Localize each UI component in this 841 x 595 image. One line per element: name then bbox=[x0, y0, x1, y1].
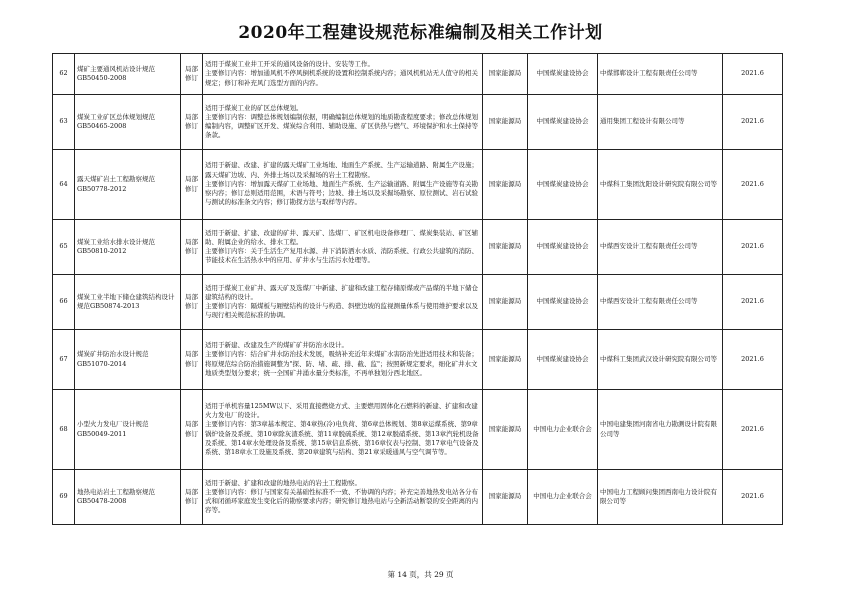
competent-department: 国家能源局 bbox=[483, 470, 528, 525]
editing-association: 中国煤炭建设协会 bbox=[528, 95, 598, 150]
chief-editor-organization: 通用集团工程设计有限公司等 bbox=[598, 95, 723, 150]
editing-association: 中国煤炭建设协会 bbox=[528, 220, 598, 275]
row-number: 68 bbox=[53, 390, 75, 470]
table-row bbox=[53, 220, 783, 275]
completion-date: 2021.6 bbox=[723, 470, 783, 525]
standard-name: 煤炭工业给水排水设计规范GB50810-2012 bbox=[75, 220, 181, 275]
row-number: 62 bbox=[53, 54, 75, 95]
row-number: 66 bbox=[53, 275, 75, 330]
table-row bbox=[53, 95, 783, 150]
revision-type: 局部修订 bbox=[181, 390, 203, 470]
competent-department: 国家能源局 bbox=[483, 95, 528, 150]
chief-editor-organization: 中煤邯郸设计工程有限责任公司等 bbox=[598, 54, 723, 95]
standard-name: 煤炭工业矿区总体规划规范GB50465-2008 bbox=[75, 95, 181, 150]
standard-name: 煤炭工业半地下储仓建筑结构设计规范GB50874-2013 bbox=[75, 275, 181, 330]
table-row bbox=[53, 275, 783, 330]
table-row bbox=[53, 330, 783, 390]
editing-association: 中国煤炭建设协会 bbox=[528, 54, 598, 95]
completion-date: 2021.6 bbox=[723, 330, 783, 390]
competent-department: 国家能源局 bbox=[483, 330, 528, 390]
revision-type: 局部修订 bbox=[181, 470, 203, 525]
table-row bbox=[53, 150, 783, 220]
page-footer: 第 14 页，共 29 页 bbox=[387, 570, 454, 579]
table-body bbox=[53, 54, 783, 525]
completion-date: 2021.6 bbox=[723, 54, 783, 95]
page-title: 2020年工程建设规范标准编制及相关工作计划 bbox=[238, 23, 603, 43]
revision-content: 适用于煤炭工业矿井、露天矿及选煤厂中新建、扩建和改建工程存储原煤或产品煤的半地下储仓建筑结构的设计。 主要修订内容：隔煤板与厢壁结构的设计与构造、斜壁边坡的监视测量体系与使用维护要求以及与现行相关规范标准的协调。 bbox=[203, 275, 483, 330]
row-number: 69 bbox=[53, 470, 75, 525]
editing-association: 中国电力企业联合会 bbox=[528, 470, 598, 525]
revision-type: 局部修订 bbox=[181, 275, 203, 330]
competent-department: 国家能源局 bbox=[483, 220, 528, 275]
editing-association: 中国煤炭建设协会 bbox=[528, 330, 598, 390]
chief-editor-organization: 中煤科工集团武汉设计研究院有限公司等 bbox=[598, 330, 723, 390]
competent-department: 国家能源局 bbox=[483, 390, 528, 470]
chief-editor-organization: 中国电力工程顾问集团西南电力设计院有限公司等 bbox=[598, 470, 723, 525]
chief-editor-organization: 中煤科工集团沈阳设计研究院有限公司等 bbox=[598, 150, 723, 220]
revision-type: 局部修订 bbox=[181, 330, 203, 390]
competent-department: 国家能源局 bbox=[483, 275, 528, 330]
completion-date: 2021.6 bbox=[723, 150, 783, 220]
chief-editor-organization: 中煤西安设计工程有限责任公司等 bbox=[598, 220, 723, 275]
revision-type: 局部修订 bbox=[181, 54, 203, 95]
competent-department: 国家能源局 bbox=[483, 54, 528, 95]
revision-content: 适用于单机容量125MW以下、采用直接燃烧方式、主要燃用固体化石燃料的新建、扩建和改建火力发电厂的设计。 主要修订内容：第3章基本规定、第4章热(冷)电负荷、第6章总体规划、第8章运煤系统、第9章锅炉设备及系统、第10章除灰渣系统、第11章脱硫系统、第12章脱硝系统、第13章汽轮机设备及系统、第14章水处理设备及系统、第15章信息系统、第16章仪表与控制、第17章电气设备及系统、第18章水工设施及系统、第20章建筑与结构、第21章采暖通风与空气调节等。 bbox=[203, 390, 483, 470]
table-row bbox=[53, 390, 783, 470]
revision-content: 适用于新建、扩建和改建的地热电站的岩土工程勘察。 主要修订内容：修订与国家有关基础性标准不一致、不协调的内容；补充完善地热发电站各分布式和闭循环家庭发生变化后的勘察要求内容；研究修订地热电站与全新活动断裂的安全距离的内容等。 bbox=[203, 470, 483, 525]
chief-editor-organization: 中煤西安设计工程有限责任公司等 bbox=[598, 275, 723, 330]
revision-type: 局部修订 bbox=[181, 220, 203, 275]
chief-editor-organization: 中国电建集团河南省电力勘测设计院有限公司等 bbox=[598, 390, 723, 470]
row-number: 67 bbox=[53, 330, 75, 390]
competent-department: 国家能源局 bbox=[483, 150, 528, 220]
standard-name: 煤炭矿井防治水设计规范GB51070-2014 bbox=[75, 330, 181, 390]
row-number: 65 bbox=[53, 220, 75, 275]
standard-name: 煤矿主要通风机站设计规范GB50450-2008 bbox=[75, 54, 181, 95]
table-row bbox=[53, 470, 783, 525]
revision-content: 适用于新建、扩建、改建的矿井、露天矿、选煤厂、矿区机电设备修理厂、煤炭集装站、矿区辅助、附属企业的给水、排水工程。 主要修订内容：关于生活生产复用水源、井下消防洒水水质、消防系统、行政公共建筑的消防、节能技术在生活热水中的应用、矿井水与生活污水处理等。 bbox=[203, 220, 483, 275]
row-number: 63 bbox=[53, 95, 75, 150]
editing-association: 中国煤炭建设协会 bbox=[528, 275, 598, 330]
editing-association: 中国煤炭建设协会 bbox=[528, 150, 598, 220]
standard-name: 露天煤矿岩土工程勘察规范GB50778-2012 bbox=[75, 150, 181, 220]
revision-content: 适用于新建、改建、扩建的露天煤矿工业场地、地面生产系统、生产运输道路、附属生产设施；露天煤矿边坡、内、外排土场以及采掘场的岩土工程勘察。 主要修订内容：增加露天煤矿工业场地、地面生产系统、生产运输道路、附属生产设施等有关勘察内容；修订总则适用范围，术语与符号；边坡、排土场以及采掘场勘察、原位测试、岩石试验与测试的标准条文内容；修订勘探方法与取样等内容。 bbox=[203, 150, 483, 220]
revision-type: 局部修订 bbox=[181, 95, 203, 150]
completion-date: 2021.6 bbox=[723, 220, 783, 275]
editing-association: 中国电力企业联合会 bbox=[528, 390, 598, 470]
revision-content: 适用于煤炭工业井工开采的通风设备的设计、安装等工作。 主要修订内容：增加通风机不停风倒机系统的设置和控制系统内容；通风机机站无人值守的相关规定；修订和补充风门选型方面的内容。 bbox=[203, 54, 483, 95]
completion-date: 2021.6 bbox=[723, 275, 783, 330]
standard-name: 小型火力发电厂设计规范GB50049-2011 bbox=[75, 390, 181, 470]
completion-date: 2021.6 bbox=[723, 390, 783, 470]
revision-content: 适用于新建、改建及生产的煤矿矿井防治水设计。 主要修订内容：结合矿井水防治技术发展，吸纳补充近年来煤矿水害防治先进适用技术和装备；将原规范综合防治措施调整为"探、防、堵、疏、排、截、监"；按照新规定要求，细化矿井水文地质类型划分要求；统一全国矿井涌水量分类标准，不再单独划分西北地区。 bbox=[203, 330, 483, 390]
plan-table bbox=[52, 53, 783, 525]
revision-type: 局部修订 bbox=[181, 150, 203, 220]
table-row bbox=[53, 54, 783, 95]
row-number: 64 bbox=[53, 150, 75, 220]
standard-name: 地热电站岩土工程勘察规范GB50478-2008 bbox=[75, 470, 181, 525]
revision-content: 适用于煤炭工业的矿区总体规划。 主要修订内容：调整总体规划编制依据，明确编制总体规划的地质勘查程度要求；修改总体规划编制内容，调整矿区开发、煤炭综合利用、辅助设施、矿区供热与燃气、环境保护和水土保持等条款。 bbox=[203, 95, 483, 150]
completion-date: 2021.6 bbox=[723, 95, 783, 150]
